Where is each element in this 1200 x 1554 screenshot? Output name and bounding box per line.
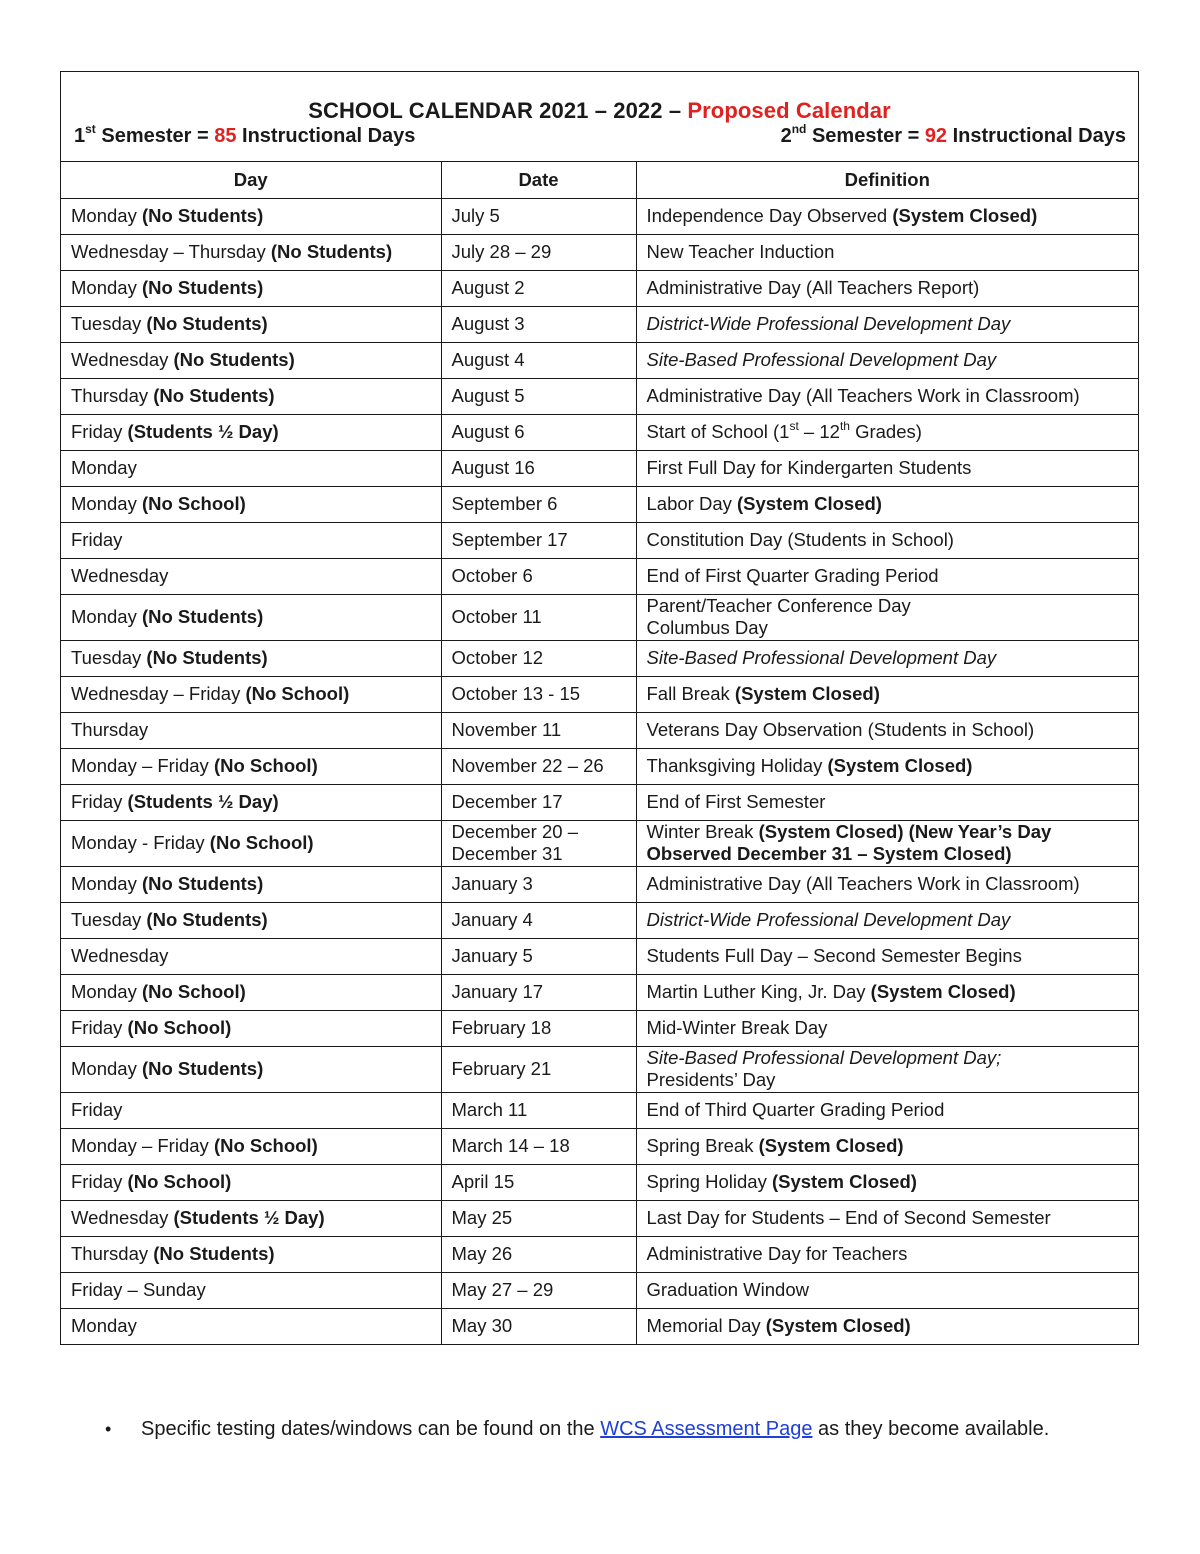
cell-definition: Administrative Day for Teachers — [636, 1236, 1138, 1272]
bullet-icon: • — [105, 1419, 112, 1439]
cell-day: Tuesday (No Students) — [61, 902, 441, 938]
calendar-table — [61, 162, 1138, 1344]
attendance-status: (No Students) — [173, 349, 295, 370]
cell-date: July 28 – 29 — [441, 234, 636, 270]
attendance-status: (No School) — [127, 1171, 232, 1192]
table-row — [61, 198, 1138, 234]
cell-definition: Graduation Window — [636, 1272, 1138, 1308]
cell-date: May 27 – 29 — [441, 1272, 636, 1308]
attendance-status: (No Students) — [141, 277, 264, 298]
attendance-status: (No School) — [141, 981, 246, 1002]
cell-date: August 2 — [441, 270, 636, 306]
attendance-status: (No Students) — [146, 313, 268, 334]
cell-date: February 18 — [441, 1010, 636, 1046]
cell-day: Wednesday – Friday (No School) — [61, 676, 441, 712]
table-row — [61, 902, 1138, 938]
cell-definition: District-Wide Professional Development Day — [636, 306, 1138, 342]
table-row — [61, 748, 1138, 784]
table-row — [61, 1128, 1138, 1164]
wcs-assessment-link[interactable]: WCS Assessment Page — [600, 1418, 813, 1440]
attendance-status: (No School) — [141, 493, 246, 514]
cell-date: August 3 — [441, 306, 636, 342]
cell-date: May 25 — [441, 1200, 636, 1236]
cell-date: January 3 — [441, 866, 636, 902]
table-row — [61, 378, 1138, 414]
table-row — [61, 974, 1138, 1010]
table-row — [61, 1010, 1138, 1046]
cell-definition: First Full Day for Kindergarten Students — [636, 450, 1138, 486]
cell-definition: End of Third Quarter Grading Period — [636, 1092, 1138, 1128]
cell-date: August 16 — [441, 450, 636, 486]
table-row — [61, 1092, 1138, 1128]
attendance-status: (No Students) — [141, 606, 264, 627]
cell-day: Wednesday (Students ½ Day) — [61, 1200, 441, 1236]
cell-definition: Students Full Day – Second Semester Begins — [636, 938, 1138, 974]
table-row — [61, 486, 1138, 522]
cell-day: Monday — [61, 1308, 441, 1344]
page-title — [61, 98, 1138, 124]
table-row — [61, 1236, 1138, 1272]
cell-day: Wednesday – Thursday (No Students) — [61, 234, 441, 270]
table-row — [61, 712, 1138, 748]
cell-definition: Thanksgiving Holiday (System Closed) — [636, 748, 1138, 784]
cell-definition: Spring Break (System Closed) — [636, 1128, 1138, 1164]
attendance-status: (No Students) — [153, 385, 275, 406]
table-row — [61, 676, 1138, 712]
cell-day: Monday (No School) — [61, 974, 441, 1010]
cell-day: Wednesday (No Students) — [61, 342, 441, 378]
cell-day: Tuesday (No Students) — [61, 640, 441, 676]
cell-definition: Independence Day Observed (System Closed) — [636, 198, 1138, 234]
cell-date: October 13 - 15 — [441, 676, 636, 712]
calendar-page — [60, 71, 1139, 1345]
table-row — [61, 640, 1138, 676]
cell-date: March 11 — [441, 1092, 636, 1128]
cell-day: Friday — [61, 522, 441, 558]
cell-date: November 22 – 26 — [441, 748, 636, 784]
cell-day: Monday – Friday (No School) — [61, 748, 441, 784]
attendance-status: (No School) — [209, 832, 314, 853]
attendance-status: (Students ½ Day) — [127, 791, 279, 812]
table-row — [61, 938, 1138, 974]
cell-definition: Start of School (1st – 12th Grades) — [636, 414, 1138, 450]
column-header-definition: Definition — [636, 162, 1138, 198]
cell-definition: Parent/Teacher Conference Day Columbus Day — [636, 594, 1138, 640]
semester-2-days: 92 — [924, 125, 948, 147]
semester-2-summary: 2nd Semester = 92 Instructional Days — [780, 122, 1126, 147]
cell-definition: Mid-Winter Break Day — [636, 1010, 1138, 1046]
cell-definition: New Teacher Induction — [636, 234, 1138, 270]
cell-date: January 17 — [441, 974, 636, 1010]
cell-definition: Administrative Day (All Teachers Work in Classroom) — [636, 378, 1138, 414]
table-row — [61, 784, 1138, 820]
cell-definition: End of First Quarter Grading Period — [636, 558, 1138, 594]
cell-day: Monday (No Students) — [61, 1046, 441, 1092]
cell-day: Monday (No Students) — [61, 270, 441, 306]
cell-date: July 5 — [441, 198, 636, 234]
cell-date: September 17 — [441, 522, 636, 558]
note-text: Specific testing dates/windows can be found on the WCS Assessment Page as they become available. — [141, 1418, 1050, 1440]
cell-definition: Spring Holiday (System Closed) — [636, 1164, 1138, 1200]
attendance-status: (Students ½ Day) — [173, 1207, 325, 1228]
attendance-status: (No Students) — [153, 1243, 275, 1264]
cell-date: May 30 — [441, 1308, 636, 1344]
cell-day: Thursday — [61, 712, 441, 748]
attendance-status: (No Students) — [146, 647, 268, 668]
cell-definition: Martin Luther King, Jr. Day (System Closed) — [636, 974, 1138, 1010]
cell-day: Friday (Students ½ Day) — [61, 414, 441, 450]
cell-day: Friday (Students ½ Day) — [61, 784, 441, 820]
title-main: SCHOOL CALENDAR 2021 – 2022 – — [308, 98, 688, 123]
cell-day: Monday (No Students) — [61, 866, 441, 902]
cell-definition: Site-Based Professional Development Day — [636, 640, 1138, 676]
cell-date: October 6 — [441, 558, 636, 594]
cell-day: Tuesday (No Students) — [61, 306, 441, 342]
table-row — [61, 866, 1138, 902]
table-header-row — [61, 162, 1138, 198]
cell-date: December 17 — [441, 784, 636, 820]
attendance-status: (Students ½ Day) — [127, 421, 279, 442]
table-row — [61, 1200, 1138, 1236]
attendance-status: (No Students) — [270, 241, 393, 262]
cell-definition: Administrative Day (All Teachers Work in Classroom) — [636, 866, 1138, 902]
cell-date: October 12 — [441, 640, 636, 676]
cell-definition: Memorial Day (System Closed) — [646, 1315, 911, 1337]
table-row — [61, 342, 1138, 378]
cell-date: November 11 — [441, 712, 636, 748]
cell-day: Thursday (No Students) — [61, 1236, 441, 1272]
cell-day: Wednesday — [61, 558, 441, 594]
table-row — [61, 594, 1138, 640]
table-row — [61, 522, 1138, 558]
cell-day: Monday — [61, 450, 441, 486]
cell-date: December 20 – December 31 — [441, 820, 636, 866]
cell-date: August 5 — [441, 378, 636, 414]
table-row — [61, 450, 1138, 486]
cell-definition: Site-Based Professional Development Day; Presidents’ Day — [636, 1046, 1138, 1092]
table-row — [61, 820, 1138, 866]
table-row — [61, 414, 1138, 450]
cell-day: Monday – Friday (No School) — [61, 1128, 441, 1164]
cell-date: September 6 — [441, 486, 636, 522]
cell-day: Monday (No Students) — [61, 594, 441, 640]
cell-definition: Administrative Day (All Teachers Report) — [636, 270, 1138, 306]
cell-date: August 6 — [441, 414, 636, 450]
cell-day: Friday (No School) — [61, 1164, 441, 1200]
cell-date: March 14 – 18 — [441, 1128, 636, 1164]
semester-1-days: 85 — [214, 125, 237, 147]
attendance-status: (No School) — [245, 683, 350, 704]
attendance-status: (No Students) — [141, 205, 264, 226]
title-accent: Proposed Calendar — [687, 98, 891, 123]
column-header-date: Date — [441, 162, 636, 198]
table-row — [61, 558, 1138, 594]
attendance-status: (No School) — [127, 1017, 232, 1038]
cell-definition: Winter Break (System Closed) (New Year’s Day Observed December 31 – System Closed) — [636, 820, 1138, 866]
attendance-status: (No School) — [213, 1135, 318, 1156]
semester-1-summary: 1st Semester = 85 Instructional Days — [74, 122, 416, 147]
table-row — [61, 234, 1138, 270]
cell-date: October 11 — [441, 594, 636, 640]
table-row — [61, 270, 1138, 306]
cell-date: April 15 — [441, 1164, 636, 1200]
table-row — [61, 306, 1138, 342]
attendance-status: (No Students) — [146, 909, 268, 930]
cell-day: Friday — [61, 1092, 441, 1128]
cell-day: Friday – Sunday — [61, 1272, 441, 1308]
cell-definition: District-Wide Professional Development Day — [636, 902, 1138, 938]
cell-date: January 4 — [441, 902, 636, 938]
table-row — [61, 1272, 1138, 1308]
cell-day: Thursday (No Students) — [61, 378, 441, 414]
table-row — [61, 1308, 1138, 1344]
cell-date: January 5 — [441, 938, 636, 974]
cell-definition: Labor Day (System Closed) — [636, 486, 1138, 522]
cell-definition: End of First Semester — [636, 784, 1138, 820]
cell-day: Monday (No Students) — [61, 198, 441, 234]
cell-definition: Constitution Day (Students in School) — [636, 522, 1138, 558]
cell-definition: Last Day for Students – End of Second Semester — [636, 1200, 1138, 1236]
cell-definition: Veterans Day Observation (Students in School) — [636, 712, 1138, 748]
calendar-header — [61, 72, 1138, 162]
cell-day: Monday - Friday (No School) — [61, 820, 441, 866]
cell-date: February 21 — [441, 1046, 636, 1092]
attendance-status: (No Students) — [141, 873, 264, 894]
cell-day: Friday (No School) — [61, 1010, 441, 1046]
table-row — [61, 1046, 1138, 1092]
cell-definition: Fall Break (System Closed) — [636, 676, 1138, 712]
cell-definition: Site-Based Professional Development Day — [636, 342, 1138, 378]
cell-date: May 26 — [441, 1236, 636, 1272]
attendance-status: (No School) — [213, 755, 318, 776]
table-row — [61, 1164, 1138, 1200]
cell-day: Wednesday — [61, 938, 441, 974]
cell-day: Monday (No School) — [61, 486, 441, 522]
cell-date: August 4 — [441, 342, 636, 378]
attendance-status: (No Students) — [141, 1058, 264, 1079]
calendar-table-frame — [60, 71, 1139, 1345]
column-header-day: Day — [61, 162, 441, 198]
